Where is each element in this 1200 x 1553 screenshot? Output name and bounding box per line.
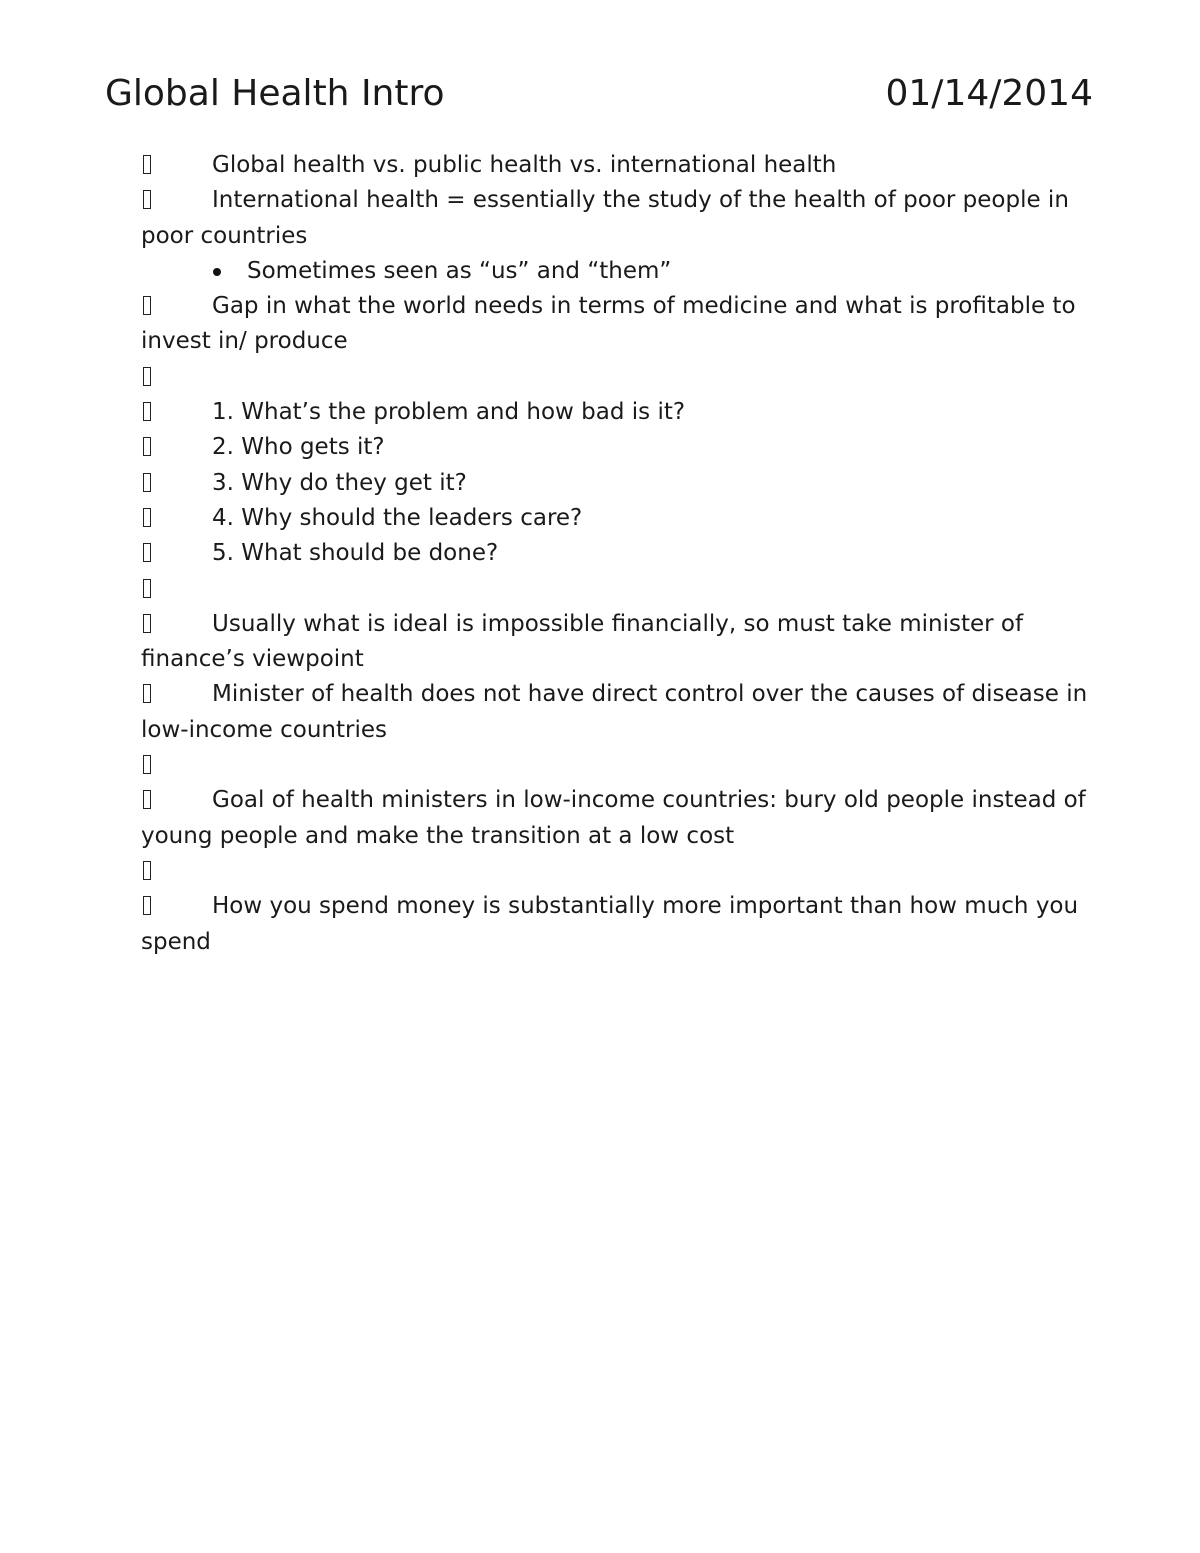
note-item-empty xyxy=(141,748,1101,783)
note-text: 2. Who gets it? xyxy=(212,434,385,461)
page-date: 01/14/2014 xyxy=(885,73,1093,114)
missing-glyph-icon xyxy=(143,430,151,465)
note-item xyxy=(141,148,1101,183)
note-text: 4. Why should the leaders care? xyxy=(212,504,583,531)
missing-glyph-icon xyxy=(143,289,151,324)
note-item xyxy=(141,395,1101,430)
note-item-empty xyxy=(141,854,1101,889)
missing-glyph-icon xyxy=(143,395,151,430)
missing-glyph-icon xyxy=(143,536,151,571)
note-text: International health = essentially the study of the health of poor people in poor countries xyxy=(141,187,1069,249)
missing-glyph-icon xyxy=(143,501,151,536)
note-item xyxy=(141,183,1101,254)
missing-glyph-icon xyxy=(143,783,151,818)
missing-glyph-icon xyxy=(143,572,151,607)
notes-list xyxy=(141,148,1101,960)
note-item xyxy=(141,607,1101,678)
missing-glyph-icon xyxy=(143,183,151,218)
note-sub-item xyxy=(141,254,1101,289)
note-item xyxy=(141,466,1101,501)
note-item-empty xyxy=(141,360,1101,395)
note-item xyxy=(141,289,1101,360)
note-item xyxy=(141,430,1101,465)
note-item xyxy=(141,501,1101,536)
note-text: Sometimes seen as “us” and “them” xyxy=(247,257,672,284)
note-text: Goal of health ministers in low-income countries: bury old people instead of young people and make the transition at a low cost xyxy=(141,787,1086,849)
note-text: Minister of health does not have direct control over the causes of disease in low-income countries xyxy=(141,681,1088,743)
note-text: 3. Why do they get it? xyxy=(212,469,467,496)
note-item xyxy=(141,677,1101,748)
note-item xyxy=(141,536,1101,571)
note-text: How you spend money is substantially more important than how much you spend xyxy=(141,893,1079,955)
missing-glyph-icon xyxy=(143,677,151,712)
note-text: 1. What’s the problem and how bad is it? xyxy=(212,399,686,426)
note-text: 5. What should be done? xyxy=(212,540,499,567)
missing-glyph-icon xyxy=(143,360,151,395)
note-item-empty xyxy=(141,572,1101,607)
missing-glyph-icon xyxy=(143,148,151,183)
note-item xyxy=(141,783,1101,854)
missing-glyph-icon xyxy=(143,889,151,924)
bullet-icon xyxy=(213,268,221,276)
note-item xyxy=(141,889,1101,960)
note-text: Usually what is ideal is impossible financially, so must take minister of finance’s viewpoint xyxy=(141,610,1024,673)
missing-glyph-icon xyxy=(143,466,151,501)
missing-glyph-icon xyxy=(143,607,151,642)
note-text: Gap in what the world needs in terms of medicine and what is profitable to invest in/ produce xyxy=(141,293,1076,355)
missing-glyph-icon xyxy=(143,748,151,783)
page-title: Global Health Intro xyxy=(105,73,445,114)
missing-glyph-icon xyxy=(143,854,151,889)
note-text: Global health vs. public health vs. international health xyxy=(212,152,837,178)
